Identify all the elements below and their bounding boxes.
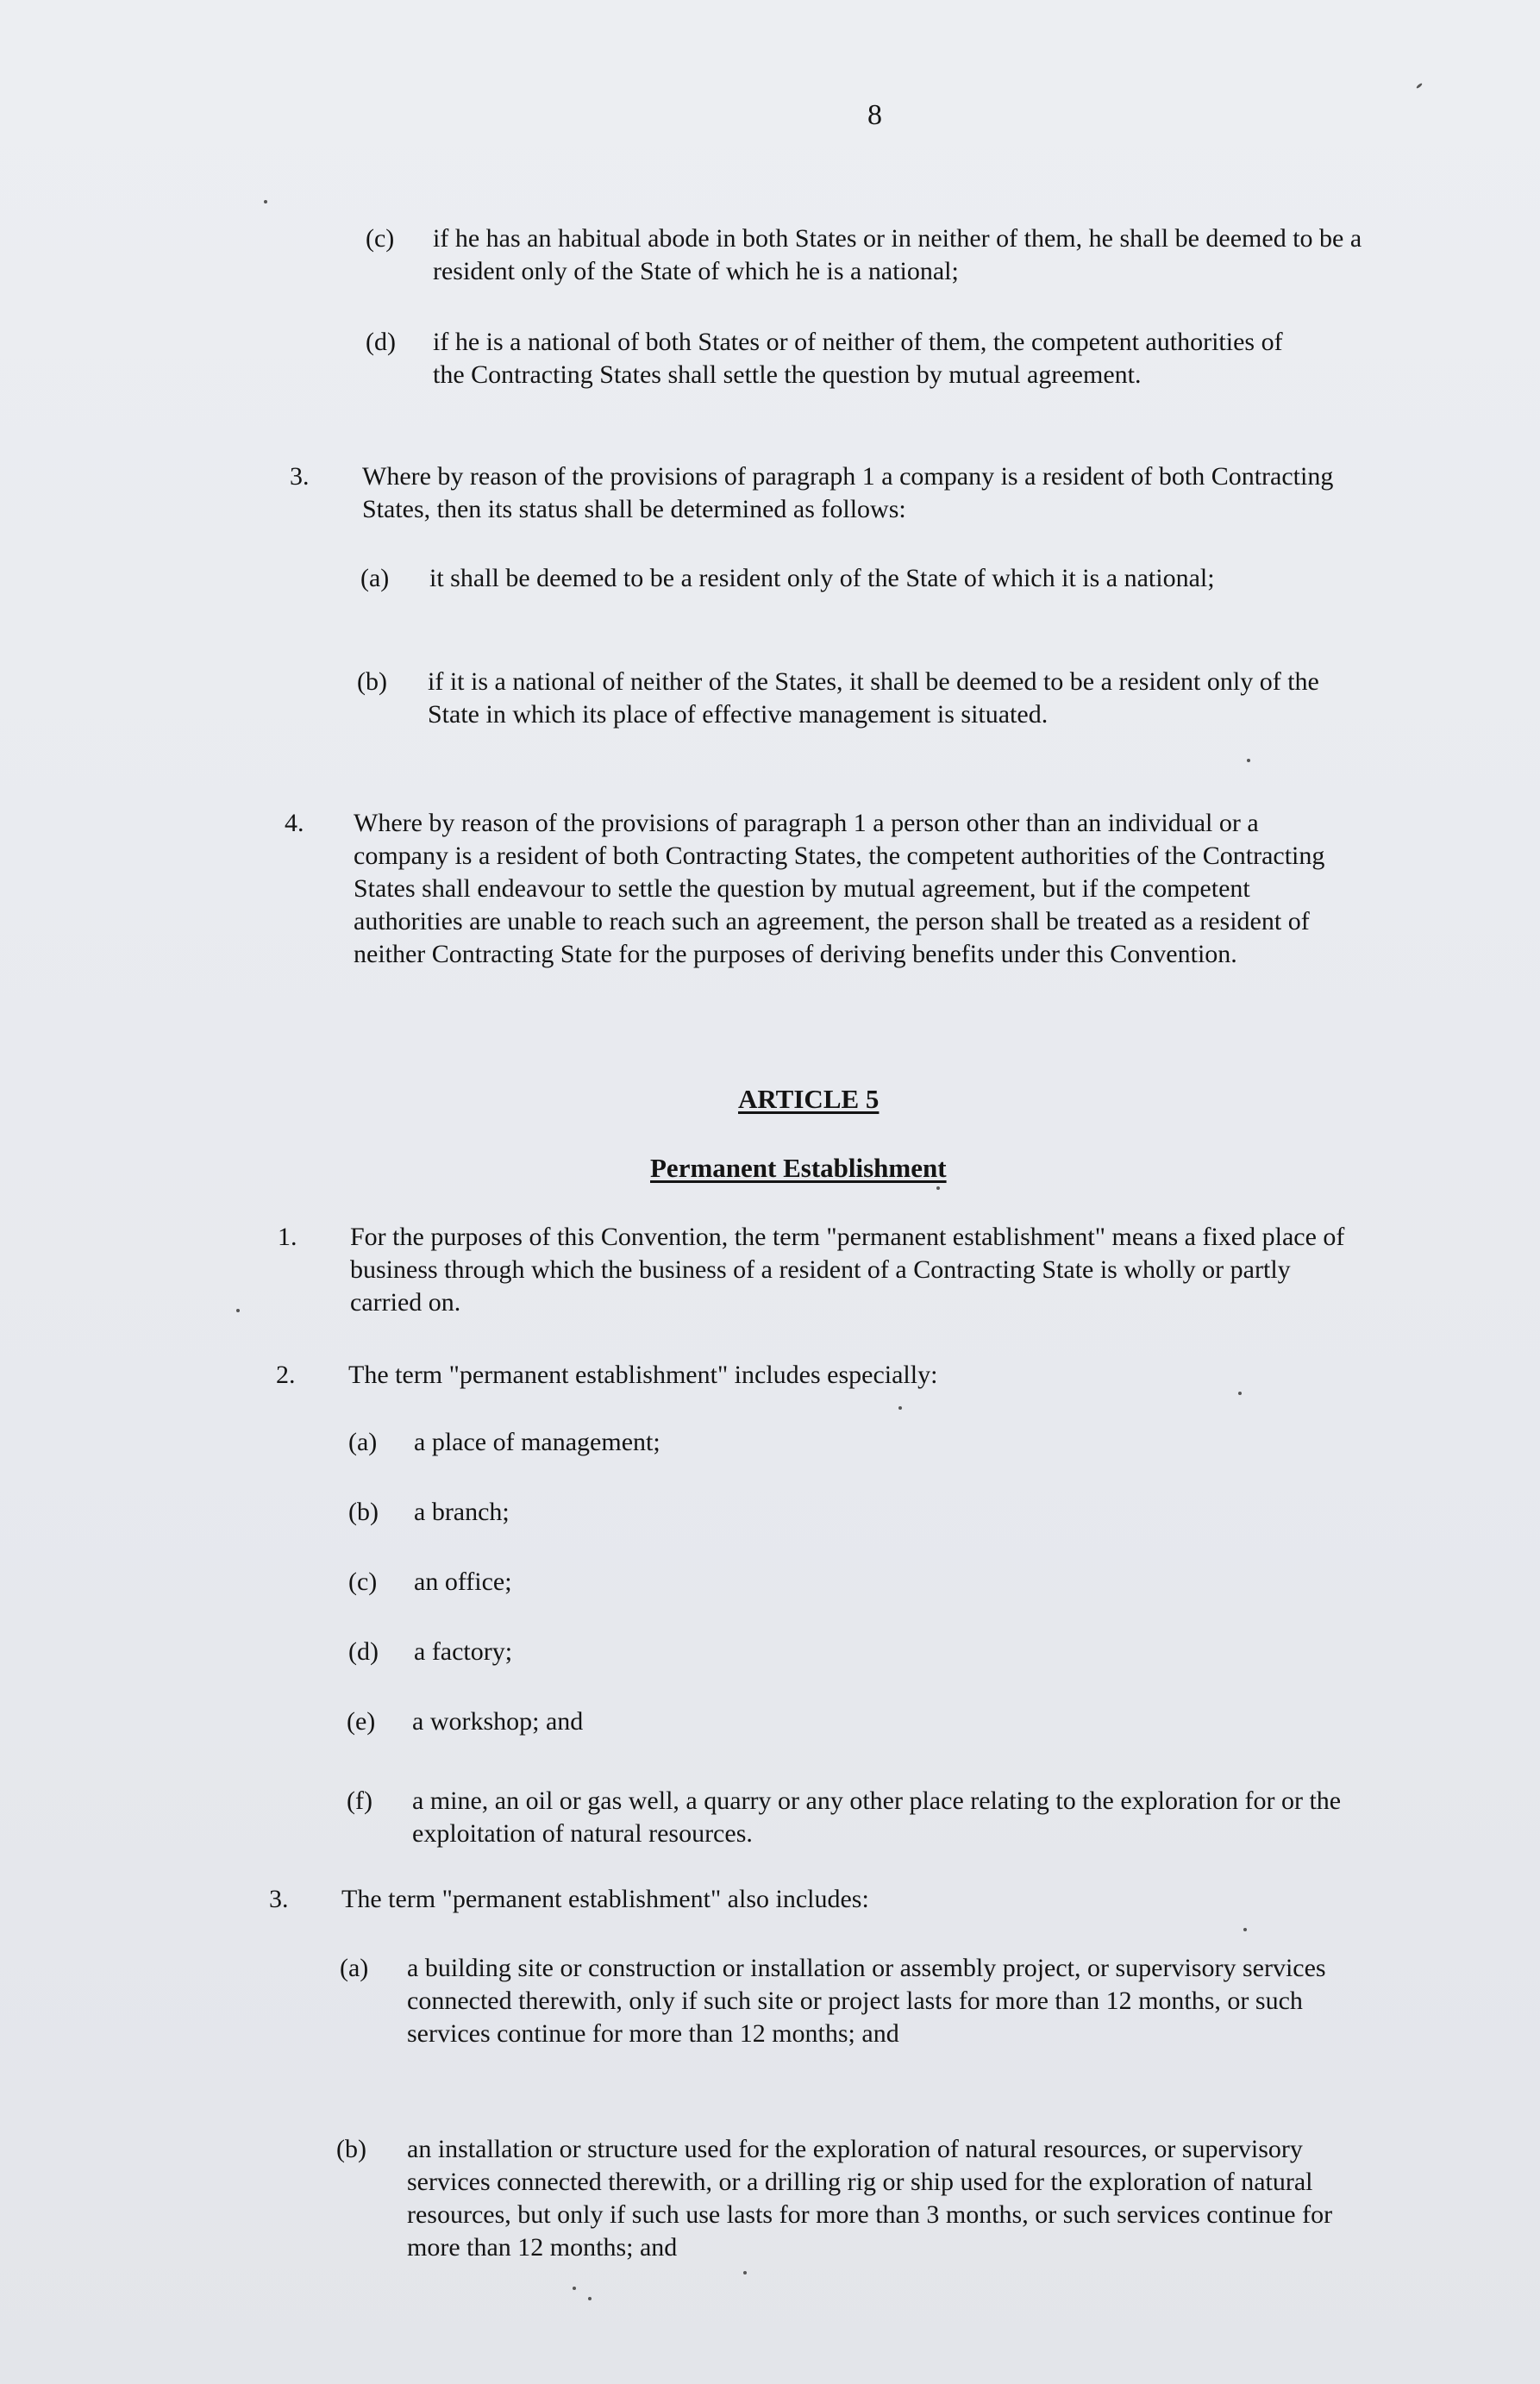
paragraph-number: 1. bbox=[278, 1223, 297, 1251]
article-heading: ARTICLE 5 bbox=[738, 1084, 880, 1114]
list-item bbox=[348, 1566, 1038, 1600]
clause-text: a factory; bbox=[414, 1637, 513, 1666]
clause-b bbox=[357, 666, 1331, 766]
article-subheading: Permanent Establishment bbox=[650, 1153, 947, 1183]
paragraph-number: 4. bbox=[285, 809, 304, 837]
list-item bbox=[348, 1636, 1038, 1670]
paragraph-4 bbox=[285, 807, 1349, 1011]
clause-marker: (f) bbox=[347, 1786, 372, 1815]
clause-marker: (a) bbox=[360, 564, 390, 592]
clause-marker: (a) bbox=[348, 1428, 378, 1456]
paragraph-text: The term "permanent establishment" also includes: bbox=[341, 1885, 869, 1913]
clause-text: a workshop; and bbox=[412, 1707, 584, 1736]
clause-marker: (a) bbox=[340, 1954, 369, 1982]
scan-speck bbox=[1243, 1928, 1247, 1931]
clause-text: it shall be deemed to be a resident only of the State of which it is a national; bbox=[429, 564, 1215, 592]
clause-marker: (b) bbox=[348, 1498, 379, 1526]
list-item bbox=[348, 1426, 1038, 1461]
paragraph-number: 3. bbox=[290, 462, 310, 491]
clause-c bbox=[366, 222, 1383, 291]
clause-a bbox=[360, 562, 1292, 631]
paragraph-number: 3. bbox=[269, 1885, 289, 1913]
scan-speck bbox=[1416, 83, 1423, 89]
clause-a bbox=[340, 1952, 1349, 2087]
clause-text: an office; bbox=[414, 1567, 512, 1596]
clause-text: a branch; bbox=[414, 1498, 510, 1526]
page-number: 8 bbox=[867, 99, 882, 131]
scan-speck bbox=[264, 200, 267, 203]
list-item bbox=[347, 1705, 1036, 1740]
scan-speck bbox=[1247, 759, 1250, 762]
scan-speck bbox=[936, 1186, 940, 1190]
paragraph-text: Where by reason of the provisions of paragraph 1 a person other than an individual or a company is a resident of both Contracting States, the competent authorities of the Contracting States shall endeavour to settle the question by mutual agreement, but if the competent authorities are unable to reach such an agreement, the person shall be treated as a resident of neither Contracting State for the purposes of deriving benefits under this Convention. bbox=[354, 809, 1325, 968]
list-item bbox=[348, 1496, 1038, 1530]
clause-marker: (b) bbox=[336, 2135, 366, 2163]
clause-text: a mine, an oil or gas well, a quarry or any other place relating to the exploration for or the exploitation of natural resources. bbox=[412, 1786, 1342, 1848]
clause-text: an installation or structure used for the exploration of natural resources, or supervisory services connected therewith, or a drilling rig or ship used for the exploration of natural resources, but only if such use lasts for more than 3 months, or such services continue for more than 12 months; and bbox=[407, 2135, 1333, 2262]
clause-text: if he is a national of both States or of neither of them, the competent authorities of the Contracting States shall settle the question by mutual agreement. bbox=[433, 328, 1283, 389]
clause-text: if he has an habitual abode in both States or in neither of them, he shall be deemed to be a resident only of the State of which he is a national; bbox=[433, 224, 1362, 285]
scan-speck bbox=[588, 2297, 592, 2300]
clause-marker: (c) bbox=[348, 1567, 378, 1596]
clause-b bbox=[336, 2133, 1350, 2268]
scan-speck bbox=[1238, 1392, 1242, 1395]
clause-marker: (c) bbox=[366, 224, 395, 253]
clause-d bbox=[366, 326, 1314, 426]
article5-paragraph-1 bbox=[278, 1221, 1355, 1324]
clause-text: if it is a national of neither of the States, it shall be deemed to be a resident only of the State in which its place of effective management is situated. bbox=[428, 667, 1319, 729]
scan-speck bbox=[573, 2287, 576, 2290]
article5-paragraph-3 bbox=[269, 1883, 1218, 1918]
article5-paragraph-2 bbox=[276, 1359, 1224, 1393]
scan-speck bbox=[236, 1309, 240, 1312]
clause-marker: (d) bbox=[366, 328, 396, 356]
scan-speck bbox=[743, 2271, 747, 2274]
clause-marker: (e) bbox=[347, 1707, 376, 1736]
clause-marker: (d) bbox=[348, 1637, 379, 1666]
paragraph-text: The term "permanent establishment" includes especially: bbox=[348, 1361, 938, 1389]
paragraph-text: For the purposes of this Convention, the term "permanent establishment" means a fixed place of business through which the business of a resident of a Contracting State is wholly or partly carried on. bbox=[350, 1223, 1345, 1317]
clause-marker: (b) bbox=[357, 667, 387, 696]
paragraph-number: 2. bbox=[276, 1361, 296, 1389]
list-item bbox=[347, 1785, 1349, 1854]
clause-text: a building site or construction or installation or assembly project, or supervisory services connected therewith, only if such site or project lasts for more than 12 months, or such services continue for more than 12 months; and bbox=[407, 1954, 1326, 2048]
scan-speck bbox=[898, 1406, 902, 1410]
paragraph-text: Where by reason of the provisions of paragraph 1 a company is a resident of both Contracting States, then its status shall be determined as follows: bbox=[362, 462, 1334, 523]
clause-text: a place of management; bbox=[414, 1428, 660, 1456]
paragraph-3-company-residence bbox=[290, 460, 1338, 529]
